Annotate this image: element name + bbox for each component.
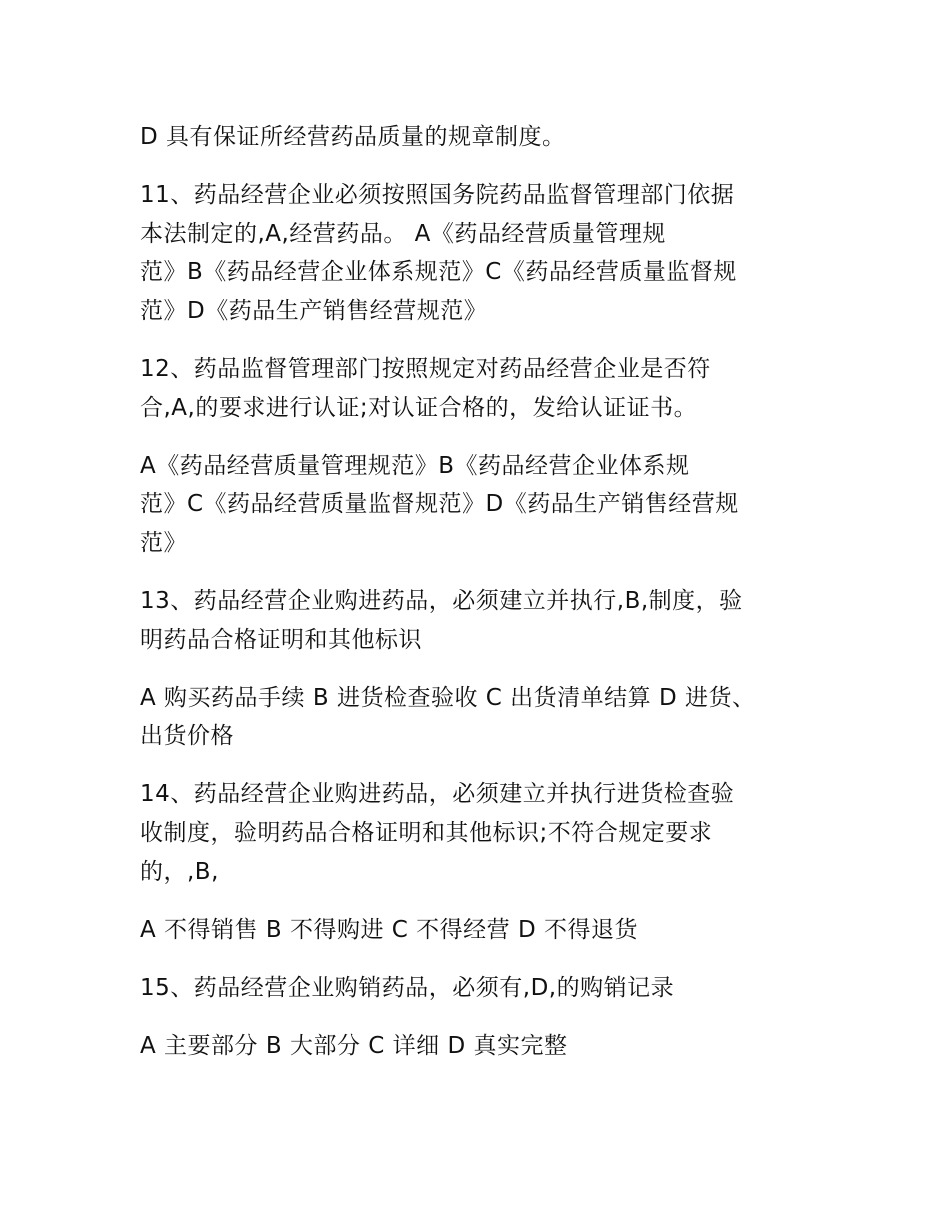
text-line: A《药品经营质量管理规范》B《药品经营企业体系规 xyxy=(140,453,690,479)
text-line: 15、药品经营企业购销药品，必须有,D,的购销记录 xyxy=(140,975,675,1001)
text-line: 范》D《药品生产销售经营规范》 xyxy=(140,298,488,324)
text-line: 本法制定的,A,经营药品。 A《药品经营质量管理规 xyxy=(140,221,666,247)
text-line: A 购买药品手续 B 进货检查验收 C 出货清单结算 D 进货、 xyxy=(140,685,756,711)
text-line: 合,A,的要求进行认证;对认证合格的，发给认证证书。 xyxy=(140,395,698,421)
text-line: 11、药品经营企业必须按照国务院药品监督管理部门依据 xyxy=(140,182,735,208)
text-line: D 具有保证所经营药品质量的规章制度。 xyxy=(140,124,566,150)
text-line: 收制度，验明药品合格证明和其他标识;不符合规定要求 xyxy=(140,820,713,846)
text-line: 范》 xyxy=(140,530,187,556)
text-line: 14、药品经营企业购进药品，必须建立并执行进货检查验 xyxy=(140,781,735,807)
text-line: A 主要部分 B 大部分 C 详细 D 真实完整 xyxy=(140,1033,568,1059)
text-line: A 不得销售 B 不得购进 C 不得经营 D 不得退货 xyxy=(140,917,638,943)
text-line: 12、药品监督管理部门按照规定对药品经营企业是否符 xyxy=(140,356,711,382)
text-line: 明药品合格证明和其他标识 xyxy=(140,627,422,653)
text-line: 的，,B, xyxy=(140,859,219,885)
text-line: 13、药品经营企业购进药品，必须建立并执行,B,制度，验 xyxy=(140,588,743,614)
text-line: 范》C《药品经营质量监督规范》D《药品生产销售经营规 xyxy=(140,491,739,517)
text-line: 范》B《药品经营企业体系规范》C《药品经营质量监督规 xyxy=(140,259,737,285)
text-line: 出货价格 xyxy=(140,723,234,749)
